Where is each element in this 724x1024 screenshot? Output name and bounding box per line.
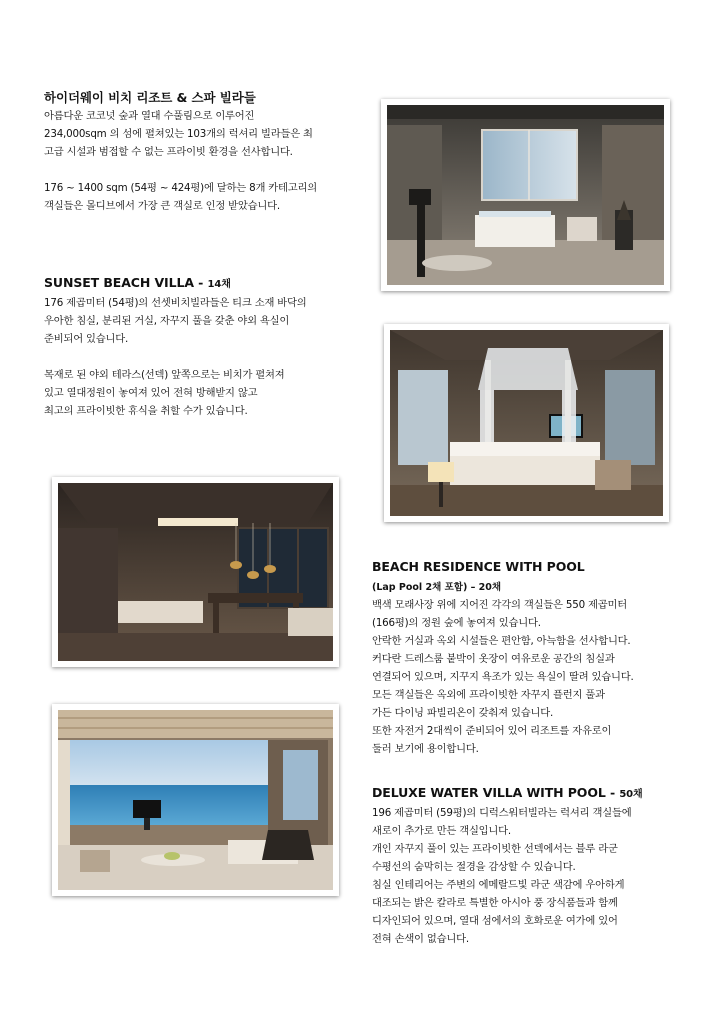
sunset-line-3: 준비되어 있습니다. bbox=[44, 333, 129, 345]
water-line-8: 전혀 손색이 없습니다. bbox=[372, 933, 469, 945]
ocean-room-illustration bbox=[58, 710, 333, 890]
resort-line-4: 176 ~ 1400 sqm (54평 ~ 424평)에 달하는 8개 카테고리의 bbox=[44, 182, 318, 194]
residence-line-9: 둘러 보기에 용이합니다. bbox=[372, 743, 479, 755]
sunset-line-2: 우아한 침실, 분리된 거실, 자꾸지 풀을 갖춘 야외 욕실이 bbox=[44, 315, 290, 327]
water-line-2: 새로이 추가로 만든 객실입니다. bbox=[372, 825, 511, 837]
water-line-5: 침실 인테리어는 주변의 에메랄드빛 라군 색감에 우아하게 bbox=[372, 879, 625, 891]
water-line-4: 수평선의 숨막히는 절경을 감상할 수 있습니다. bbox=[372, 861, 576, 873]
water-line-3: 개인 자꾸지 풀이 있는 프라이빗한 선덱에서는 블루 라군 bbox=[372, 843, 618, 855]
water-line-7: 디자인되어 있으며, 열대 섬에서의 호화로운 여가에 있어 bbox=[372, 915, 618, 927]
bedroom-illustration bbox=[390, 330, 663, 516]
water-title-text: DELUXE WATER VILLA WITH POOL - bbox=[372, 785, 620, 800]
residence-line-1: 백색 모래사장 위에 지어진 각각의 객실들은 550 제곱미터 bbox=[372, 599, 627, 611]
photo-bathroom bbox=[381, 99, 670, 291]
sunset-line-6: 최고의 프라이빗한 휴식을 취할 수가 있습니다. bbox=[44, 405, 248, 417]
living-illustration bbox=[58, 483, 333, 661]
resort-line-3: 고급 시설과 범접할 수 없는 프라이빗 환경을 선사합니다. bbox=[44, 146, 293, 158]
resort-line-1: 아름다운 코코넛 숲과 열대 수풀림으로 이루어진 bbox=[44, 110, 255, 122]
water-count: 50채 bbox=[619, 789, 643, 800]
residence-line-3: 안락한 거실과 옥외 시설들은 편안함, 아늑함을 선사합니다. bbox=[372, 635, 631, 647]
water-line-6: 대조되는 밝은 칼라로 특별한 아시아 풍 장식품들과 함께 bbox=[372, 897, 618, 909]
resort-title: 하이더웨이 비치 리조트 & 스파 빌라들 bbox=[44, 90, 256, 105]
resort-line-2: 234,000sqm 의 섬에 펼쳐있는 103개의 럭셔리 빌라들은 최 bbox=[44, 128, 313, 140]
sunset-count: 14채 bbox=[207, 279, 231, 290]
water-villa-section bbox=[372, 784, 712, 948]
water-title bbox=[372, 784, 712, 804]
sunset-title-text: SUNSET BEACH VILLA - bbox=[44, 275, 208, 290]
sunset-line-4: 목재로 된 야외 테라스(선덱) 앞쪽으로는 비치가 펼쳐져 bbox=[44, 369, 285, 381]
sunset-title bbox=[44, 274, 364, 294]
beach-residence-section bbox=[372, 558, 712, 758]
residence-title: BEACH RESIDENCE WITH POOL bbox=[372, 559, 585, 574]
residence-line-7: 가든 다이닝 파빌리온이 갖춰져 있습니다. bbox=[372, 707, 554, 719]
residence-line-6: 모든 객실들은 옥외에 프라이빗한 자꾸지 플런지 풀과 bbox=[372, 689, 605, 701]
sunset-villa-section bbox=[44, 274, 364, 420]
residence-subtitle: (Lap Pool 2채 포함) – 20채 bbox=[372, 582, 502, 593]
residence-line-2: (166평)의 정원 숲에 놓여져 있습니다. bbox=[372, 617, 541, 629]
bathroom-illustration bbox=[387, 105, 664, 285]
resort-intro bbox=[44, 89, 364, 215]
water-line-1: 196 제곱미터 (59평)의 디럭스워터빌라는 럭셔리 객실들에 bbox=[372, 807, 632, 819]
resort-line-5: 객실들은 몰디브에서 가장 큰 객실로 인정 받았습니다. bbox=[44, 200, 280, 212]
photo-ocean-view bbox=[52, 704, 339, 896]
sunset-line-5: 있고 열대정원이 놓여져 있어 전혀 방해받지 않고 bbox=[44, 387, 258, 399]
residence-line-4: 커다란 드레스룸 붙박이 옷장이 여유로운 공간의 침실과 bbox=[372, 653, 615, 665]
residence-line-8: 또한 자전거 2대씩이 준비되어 있어 리조트를 자유로이 bbox=[372, 725, 612, 737]
photo-bedroom bbox=[384, 324, 669, 522]
photo-living-dining bbox=[52, 477, 339, 667]
residence-line-5: 연결되어 있으며, 지꾸지 욕조가 있는 욕실이 딸려 있습니다. bbox=[372, 671, 634, 683]
sunset-line-1: 176 제곱미터 (54평)의 선셋비치빌라들은 티크 소재 바닥의 bbox=[44, 297, 307, 309]
